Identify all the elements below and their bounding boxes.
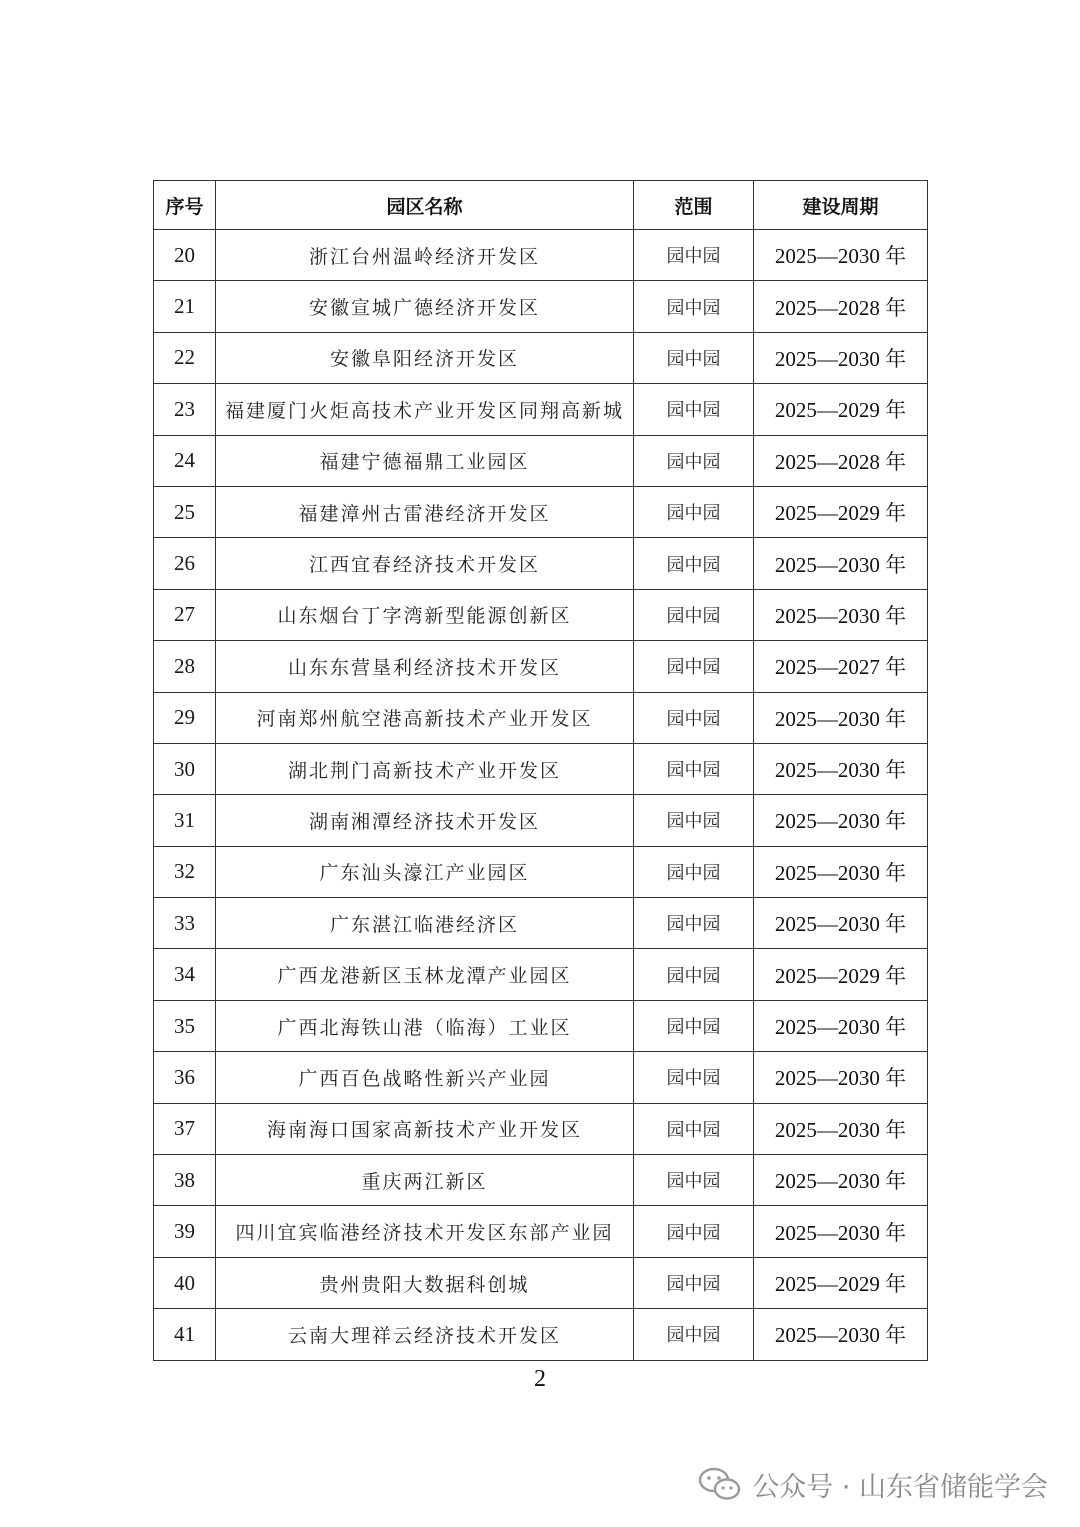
wechat-icon (698, 1466, 742, 1502)
table-row (154, 230, 928, 281)
cell-no: 20 (154, 230, 216, 281)
cell-period: 2025—2030 年 (754, 795, 928, 846)
cell-park-name: 江西宜春经济技术开发区 (216, 538, 634, 589)
cell-scope: 园中园 (634, 589, 754, 640)
cell-scope: 园中园 (634, 1257, 754, 1308)
table-row (154, 486, 928, 537)
cell-period: 2025—2030 年 (754, 846, 928, 897)
cell-no: 26 (154, 538, 216, 589)
header-name: 园区名称 (216, 181, 634, 230)
cell-no: 29 (154, 692, 216, 743)
cell-scope: 园中园 (634, 1103, 754, 1154)
cell-scope: 园中园 (634, 281, 754, 332)
cell-period: 2025—2030 年 (754, 1000, 928, 1051)
cell-period: 2025—2030 年 (754, 230, 928, 281)
park-list-table (153, 180, 928, 1361)
cell-park-name: 浙江台州温岭经济开发区 (216, 230, 634, 281)
cell-period: 2025—2030 年 (754, 538, 928, 589)
header-no: 序号 (154, 181, 216, 230)
cell-park-name: 贵州贵阳大数据科创城 (216, 1257, 634, 1308)
table-row (154, 1257, 928, 1308)
cell-park-name: 广东汕头濠江产业园区 (216, 846, 634, 897)
cell-park-name: 广东湛江临港经济区 (216, 898, 634, 949)
cell-park-name: 重庆两江新区 (216, 1155, 634, 1206)
cell-park-name: 广西百色战略性新兴产业园 (216, 1052, 634, 1103)
cell-park-name: 云南大理祥云经济技术开发区 (216, 1309, 634, 1360)
table-row (154, 1000, 928, 1051)
cell-no: 22 (154, 332, 216, 383)
cell-scope: 园中园 (634, 435, 754, 486)
table-row (154, 1206, 928, 1257)
cell-no: 35 (154, 1000, 216, 1051)
table-body (154, 230, 928, 1361)
table-row (154, 743, 928, 794)
table-row (154, 332, 928, 383)
cell-period: 2025—2030 年 (754, 1206, 928, 1257)
cell-scope: 园中园 (634, 1000, 754, 1051)
cell-no: 28 (154, 641, 216, 692)
cell-park-name: 安徽宣城广德经济开发区 (216, 281, 634, 332)
cell-scope: 园中园 (634, 898, 754, 949)
table-row (154, 641, 928, 692)
table-row (154, 898, 928, 949)
cell-park-name: 广西龙港新区玉林龙潭产业园区 (216, 949, 634, 1000)
table-header-row (154, 181, 928, 230)
cell-no: 30 (154, 743, 216, 794)
cell-period: 2025—2029 年 (754, 384, 928, 435)
cell-scope: 园中园 (634, 332, 754, 383)
cell-no: 32 (154, 846, 216, 897)
cell-scope: 园中园 (634, 743, 754, 794)
header-period: 建设周期 (754, 181, 928, 230)
cell-scope: 园中园 (634, 538, 754, 589)
cell-no: 38 (154, 1155, 216, 1206)
table-row (154, 435, 928, 486)
cell-park-name: 安徽阜阳经济开发区 (216, 332, 634, 383)
table-row (154, 1155, 928, 1206)
cell-no: 40 (154, 1257, 216, 1308)
cell-period: 2025—2028 年 (754, 435, 928, 486)
cell-period: 2025—2030 年 (754, 692, 928, 743)
cell-period: 2025—2028 年 (754, 281, 928, 332)
cell-park-name: 山东东营垦利经济技术开发区 (216, 641, 634, 692)
cell-no: 36 (154, 1052, 216, 1103)
cell-park-name: 湖南湘潭经济技术开发区 (216, 795, 634, 846)
cell-park-name: 福建厦门火炬高技术产业开发区同翔高新城 (216, 384, 634, 435)
cell-park-name: 河南郑州航空港高新技术产业开发区 (216, 692, 634, 743)
cell-scope: 园中园 (634, 1206, 754, 1257)
cell-park-name: 福建宁德福鼎工业园区 (216, 435, 634, 486)
cell-scope: 园中园 (634, 846, 754, 897)
cell-park-name: 广西北海铁山港（临海）工业区 (216, 1000, 634, 1051)
cell-park-name: 四川宜宾临港经济技术开发区东部产业园 (216, 1206, 634, 1257)
cell-scope: 园中园 (634, 1309, 754, 1360)
cell-no: 21 (154, 281, 216, 332)
cell-no: 41 (154, 1309, 216, 1360)
cell-period: 2025—2030 年 (754, 1155, 928, 1206)
table-row (154, 281, 928, 332)
cell-period: 2025—2030 年 (754, 1309, 928, 1360)
cell-period: 2025—2030 年 (754, 1052, 928, 1103)
cell-no: 31 (154, 795, 216, 846)
cell-scope: 园中园 (634, 1155, 754, 1206)
cell-period: 2025—2030 年 (754, 1103, 928, 1154)
cell-park-name: 海南海口国家高新技术产业开发区 (216, 1103, 634, 1154)
cell-scope: 园中园 (634, 949, 754, 1000)
cell-period: 2025—2030 年 (754, 743, 928, 794)
cell-scope: 园中园 (634, 230, 754, 281)
cell-scope: 园中园 (634, 692, 754, 743)
cell-no: 23 (154, 384, 216, 435)
cell-period: 2025—2029 年 (754, 1257, 928, 1308)
table-row (154, 1103, 928, 1154)
cell-period: 2025—2030 年 (754, 332, 928, 383)
cell-scope: 园中园 (634, 384, 754, 435)
cell-no: 33 (154, 898, 216, 949)
table-row (154, 692, 928, 743)
cell-no: 34 (154, 949, 216, 1000)
table-row (154, 589, 928, 640)
cell-no: 37 (154, 1103, 216, 1154)
cell-no: 25 (154, 486, 216, 537)
cell-period: 2025—2029 年 (754, 486, 928, 537)
cell-scope: 园中园 (634, 1052, 754, 1103)
cell-period: 2025—2029 年 (754, 949, 928, 1000)
cell-scope: 园中园 (634, 795, 754, 846)
cell-period: 2025—2027 年 (754, 641, 928, 692)
cell-park-name: 湖北荆门高新技术产业开发区 (216, 743, 634, 794)
cell-period: 2025—2030 年 (754, 589, 928, 640)
cell-no: 27 (154, 589, 216, 640)
table-row (154, 846, 928, 897)
page-number: 2 (534, 1366, 546, 1392)
cell-scope: 园中园 (634, 641, 754, 692)
cell-no: 24 (154, 435, 216, 486)
cell-no: 39 (154, 1206, 216, 1257)
header-scope: 范围 (634, 181, 754, 230)
table-row (154, 949, 928, 1000)
watermark (698, 1462, 1048, 1506)
table-row (154, 1309, 928, 1360)
table-row (154, 1052, 928, 1103)
cell-scope: 园中园 (634, 486, 754, 537)
cell-park-name: 福建漳州古雷港经济开发区 (216, 486, 634, 537)
table-row (154, 795, 928, 846)
cell-period: 2025—2030 年 (754, 898, 928, 949)
table-row (154, 538, 928, 589)
watermark-text: 公众号 · 山东省储能学会 (752, 1471, 1048, 1503)
cell-park-name: 山东烟台丁字湾新型能源创新区 (216, 589, 634, 640)
table-row (154, 384, 928, 435)
